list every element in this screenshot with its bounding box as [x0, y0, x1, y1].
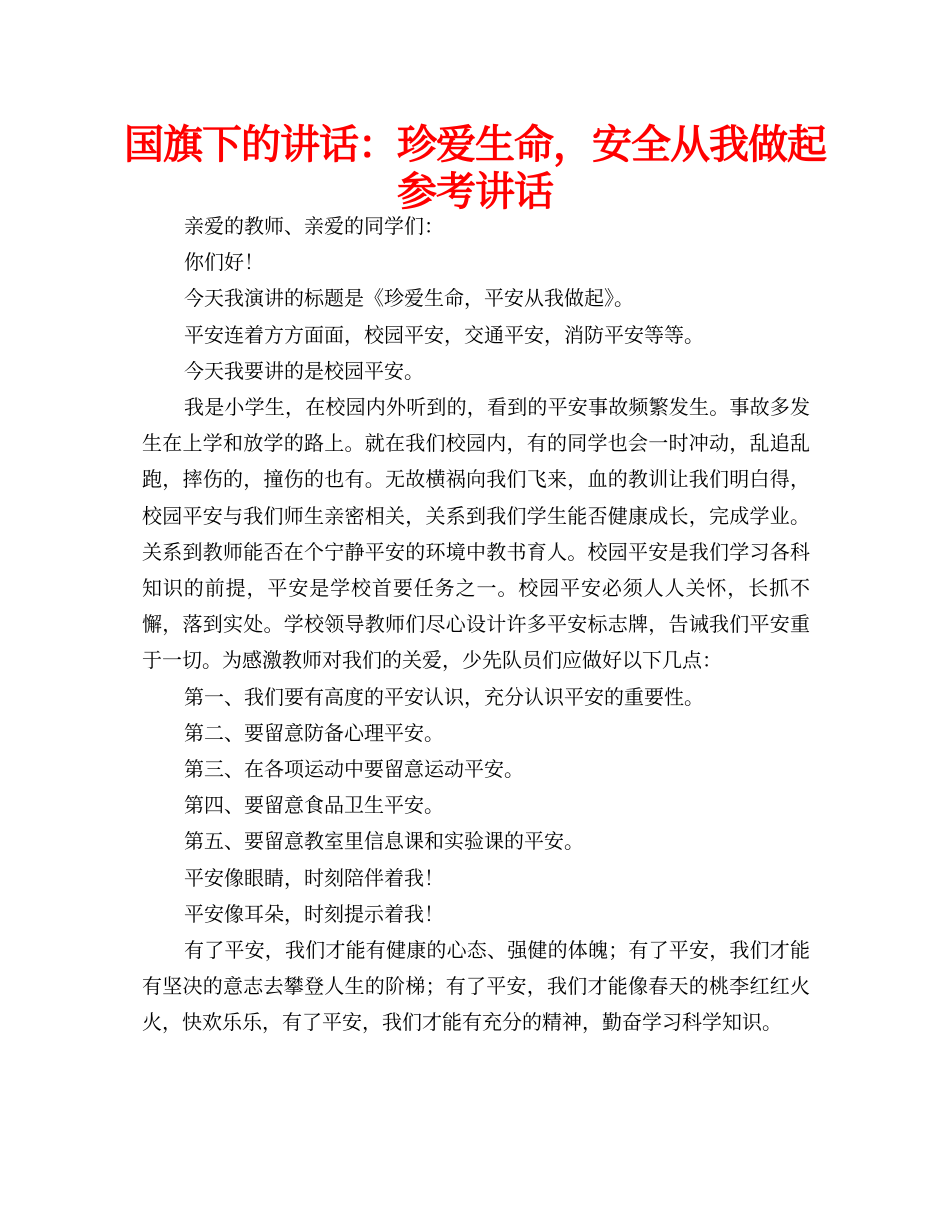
- list-item: 第五、要留意教室里信息课和实验课的平安。: [184, 829, 584, 854]
- paragraph: 今天我要讲的是校园平安。: [184, 358, 424, 383]
- paragraph: 平安像眼睛，时刻陪伴着我！: [184, 865, 444, 890]
- list-item: 第三、在各项运动中要留意运动平安。: [184, 757, 524, 782]
- list-item: 第一、我们要有高度的平安认识，充分认识平安的重要性。: [184, 684, 704, 709]
- paragraph-topic: 今天我演讲的标题是《珍爱生命，平安从我做起》。: [184, 286, 634, 311]
- document-title-line-2: 参考讲话: [397, 169, 553, 215]
- paragraph-greeting: 你们好！: [184, 250, 264, 275]
- paragraph-salutation: 亲爱的教师、亲爱的同学们：: [184, 214, 444, 238]
- document-title-line-1: 国旗下的讲话：珍爱生命，安全从我做起: [124, 122, 826, 168]
- document-body: [142, 208, 810, 1041]
- paragraph-closing: 有了平安，我们才能有健康的心态、强健的体魄；有了平安，我们才能有坚决的意志去攀登人生的阶梯；有了平安，我们才能像春天的桃李红红火火，快欢乐乐，有了平安，我们才能有充分的精神，勤奋学习科学知识。: [142, 938, 810, 1035]
- list-item: 第四、要留意食品卫生平安。: [184, 793, 444, 818]
- list-item: 第二、要留意防备心理平安。: [184, 720, 444, 745]
- paragraph: 平安连着方方面面，校园平安，交通平安，消防平安等等。: [184, 322, 704, 347]
- paragraph: 平安像耳朵，时刻提示着我！: [184, 901, 444, 926]
- paragraph-main: 我是小学生，在校园内外听到的，看到的平安事故频繁发生。事故多发生在上学和放学的路上。就在我们校园内，有的同学也会一时冲动，乱追乱跑，摔伤的，撞伤的也有。无故横祸向我们飞来，血的教训让我们明白得，校园平安与我们师生亲密相关，关系到我们学生能否健康成长，完成学业。关系到教师能否在个宁静平安的环境中教书育人。校园平安是我们学习各科知识的前提，平安是学校首要任务之一。校园平安必须人人关怀，长抓不懈，落到实处。学校领导教师们尽心设计许多平安标志牌，告诫我们平安重于一切。为感激教师对我们的关爱，少先队员们应做好以下几点：: [142, 395, 810, 673]
